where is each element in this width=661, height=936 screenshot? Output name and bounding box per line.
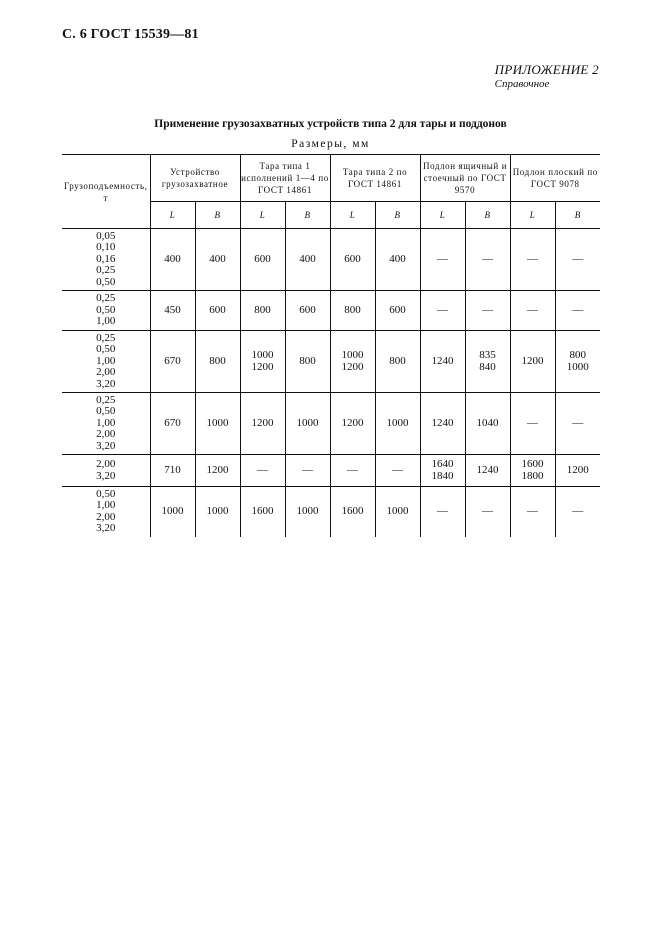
- table-row: [62, 291, 600, 331]
- value-cell: —: [510, 393, 555, 455]
- capacity-cell: 0,25 0,50 1,00: [62, 291, 150, 331]
- value-cell: —: [420, 229, 465, 291]
- table-row: [62, 393, 600, 455]
- capacity-cell: 0,50 1,00 2,00 3,20: [62, 487, 150, 537]
- dimensions-caption: Размеры, мм: [291, 138, 370, 150]
- value-cell: 1000: [150, 487, 195, 537]
- sub-header-l: L: [420, 202, 465, 229]
- table-row: [62, 331, 600, 393]
- page-reference: С. 6 ГОСТ 15539—81: [62, 27, 199, 42]
- group-header: Тара типа 1 исполнений 1—4 по ГОСТ 14861: [240, 155, 330, 202]
- value-cell: 1200: [510, 331, 555, 393]
- value-cell: 1200: [240, 393, 285, 455]
- value-cell: 1200: [330, 393, 375, 455]
- value-cell: 800: [330, 291, 375, 331]
- sub-header-l: L: [330, 202, 375, 229]
- value-cell: 1600: [240, 487, 285, 537]
- value-cell: 1000: [375, 487, 420, 537]
- value-cell: 1200: [555, 455, 600, 487]
- sub-header-b: B: [465, 202, 510, 229]
- value-cell: 1000: [285, 393, 330, 455]
- data-table: [62, 154, 600, 537]
- value-cell: 600: [375, 291, 420, 331]
- value-cell: 400: [195, 229, 240, 291]
- value-cell: 600: [285, 291, 330, 331]
- capacity-header: Грузоподъемность, т: [62, 155, 150, 229]
- value-cell: 400: [285, 229, 330, 291]
- value-cell: 1000: [285, 487, 330, 537]
- value-cell: —: [420, 291, 465, 331]
- table-title: Применение грузозахватных устройств типа 2 для тары и поддонов: [154, 118, 507, 130]
- value-cell: 1240: [420, 331, 465, 393]
- value-cell: 1200: [195, 455, 240, 487]
- table-row: [62, 455, 600, 487]
- table-body: [62, 229, 600, 537]
- value-cell: 400: [150, 229, 195, 291]
- value-cell: 800: [195, 331, 240, 393]
- value-cell: —: [572, 505, 584, 517]
- table-row: [62, 487, 600, 537]
- value-cell: 400: [375, 229, 420, 291]
- value-cell: —: [510, 487, 555, 537]
- capacity-cell: 0,05 0,10 0,16 0,25 0,50: [62, 229, 150, 291]
- group-header: Тара типа 2 по ГОСТ 14861: [330, 155, 420, 202]
- sub-header-b: B: [555, 202, 600, 229]
- value-cell: 1600 1800: [510, 455, 555, 487]
- appendix-subtitle: Справочное: [494, 78, 550, 90]
- value-cell: 600: [240, 229, 285, 291]
- value-cell: 450: [150, 291, 195, 331]
- value-cell: 1000: [195, 487, 240, 537]
- value-cell: —: [420, 487, 465, 537]
- value-cell: 670: [150, 331, 195, 393]
- value-cell: 1000 1200: [330, 331, 375, 393]
- sub-header-b: B: [375, 202, 420, 229]
- value-cell: 710: [150, 455, 195, 487]
- value-cell: —: [555, 291, 600, 331]
- group-header: Подлон плоский по ГОСТ 9078: [510, 155, 600, 202]
- value-cell: 1000: [195, 393, 240, 455]
- value-cell: 800: [240, 291, 285, 331]
- value-cell: 800 1000: [555, 331, 600, 393]
- value-cell: —: [465, 291, 510, 331]
- capacity-cell: 0,25 0,50 1,00 2,00 3,20: [62, 393, 150, 455]
- value-cell: 1040: [465, 393, 510, 455]
- value-cell: 835 840: [465, 331, 510, 393]
- value-cell: 1240: [465, 455, 510, 487]
- value-cell: 600: [330, 229, 375, 291]
- appendix-block: [495, 62, 599, 90]
- value-cell: —: [510, 229, 555, 291]
- value-cell: 1600: [330, 487, 375, 537]
- value-cell: —: [465, 229, 510, 291]
- sub-header-l: L: [150, 202, 195, 229]
- sub-header-l: L: [510, 202, 555, 229]
- table-row: [62, 229, 600, 291]
- group-header: Устройство грузозахватное: [150, 155, 240, 202]
- value-cell: —: [240, 455, 285, 487]
- value-cell: —: [510, 291, 555, 331]
- value-cell: 800: [375, 331, 420, 393]
- value-cell: —: [555, 393, 600, 455]
- sub-header-b: B: [285, 202, 330, 229]
- value-cell: 1240: [420, 393, 465, 455]
- group-header: Подлон ящичный и стоечный по ГОСТ 9570: [420, 155, 510, 202]
- capacity-cell: 0,25 0,50 1,00 2,00 3,20: [62, 331, 150, 393]
- value-cell: —: [465, 487, 510, 537]
- value-cell: 670: [150, 393, 195, 455]
- capacity-cell: 2,00 3,20: [62, 455, 150, 487]
- appendix-label: ПРИЛОЖЕНИЕ 2: [494, 62, 599, 77]
- value-cell: —: [285, 455, 330, 487]
- sub-header-b: B: [195, 202, 240, 229]
- value-cell: 1000: [375, 393, 420, 455]
- value-cell: 1640 1840: [420, 455, 465, 487]
- value-cell: —: [375, 455, 420, 487]
- value-cell: —: [330, 455, 375, 487]
- sub-header-l: L: [240, 202, 285, 229]
- value-cell: 1000 1200: [240, 331, 285, 393]
- value-cell: 800: [285, 331, 330, 393]
- value-cell: 600: [195, 291, 240, 331]
- value-cell: —: [555, 229, 600, 291]
